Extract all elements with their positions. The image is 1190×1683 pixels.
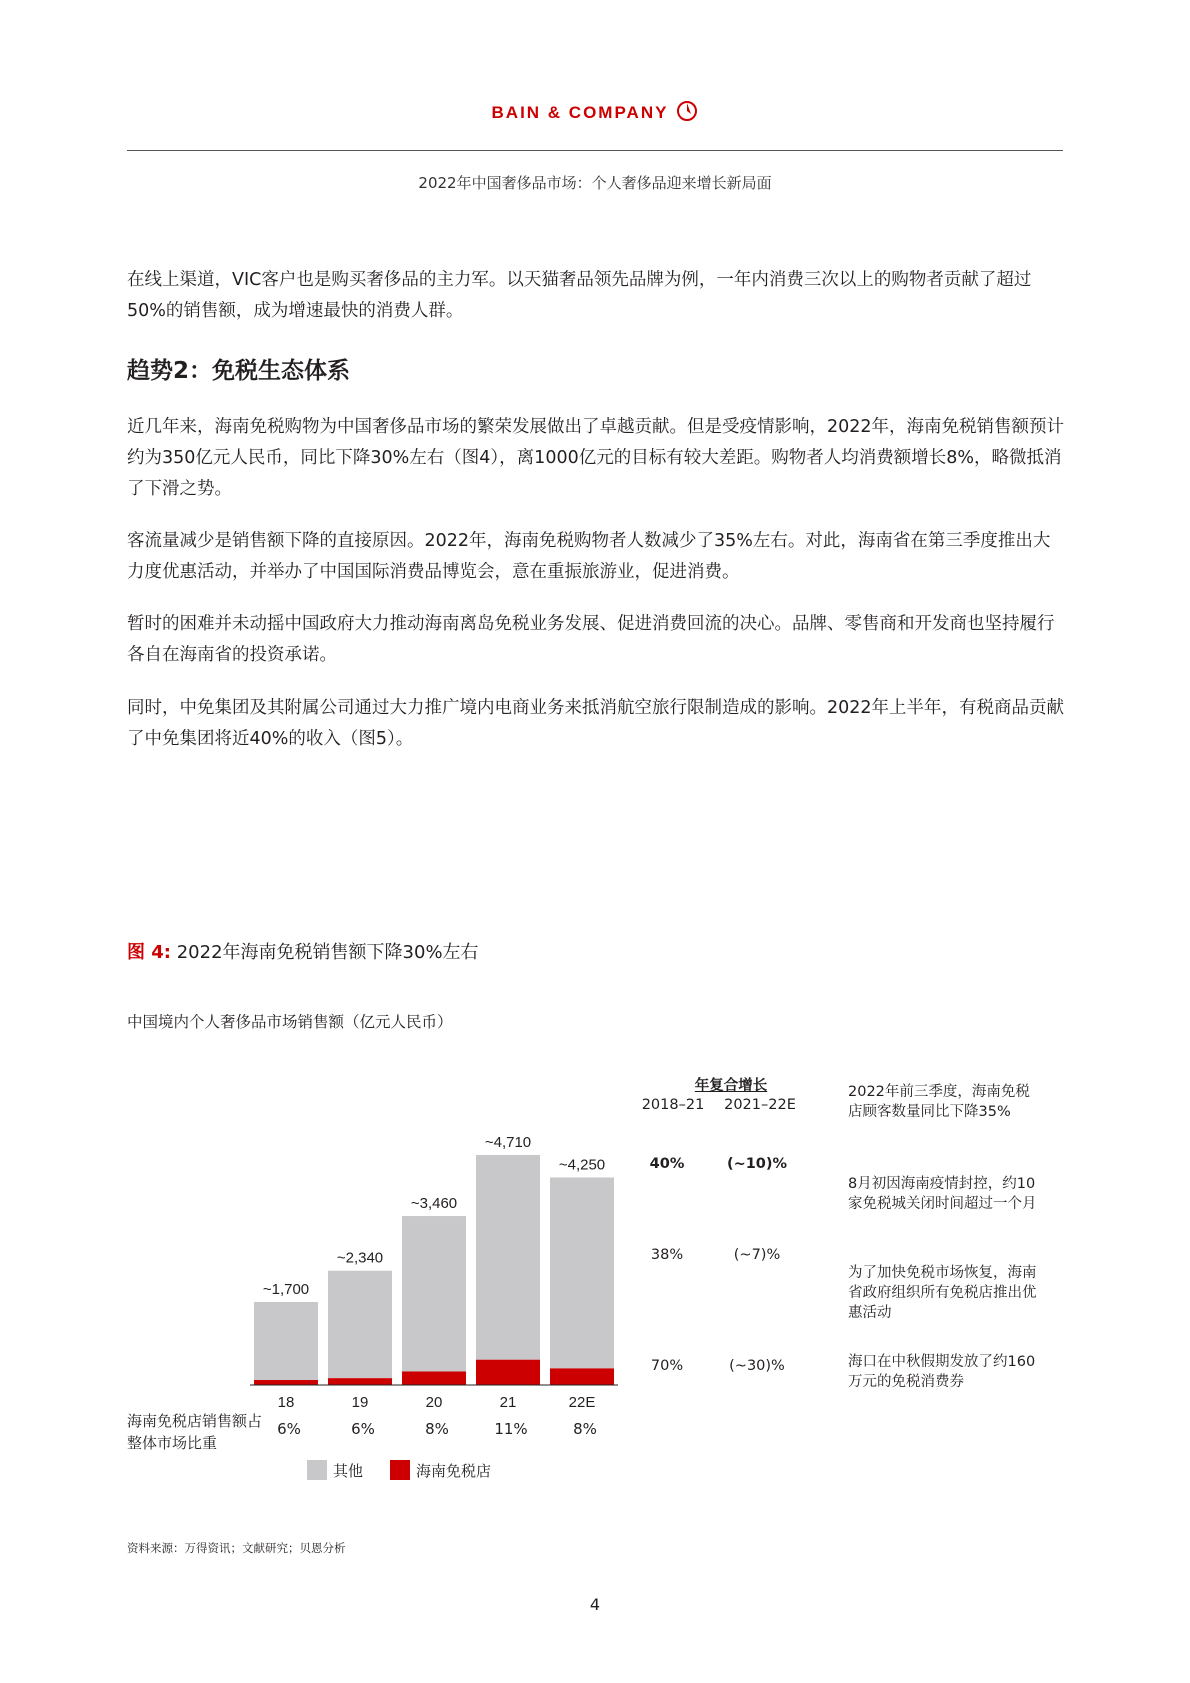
document-title: 2022年中国奢侈品市场：个人奢侈品迎来增长新局面 [418, 174, 772, 192]
cagr-hainan-col1: 70% [650, 1358, 684, 1374]
bar-hainan-19 [328, 1378, 392, 1385]
legend-hainan [390, 1460, 491, 1482]
cagr-total-col1: 40% [649, 1156, 685, 1172]
cagr-other-col2: (~7)% [733, 1247, 781, 1263]
bar-hainan-20 [402, 1371, 466, 1385]
share-label: 海南免税店销售额占整体市场比重 [127, 1412, 263, 1452]
share-19: 6% [351, 1420, 375, 1438]
paragraph-5: 同时，中免集团及其附属公司通过大力推广境内电商业务来抵消航空旅行限制造成的影响。2022年上半年，有税商品贡献了中免集团将近40%的收入（图5）。 [127, 698, 1065, 749]
chart-svg [0, 0, 700, 1420]
total-label-19: ~2,340 [336, 1249, 384, 1267]
page-number: 4 [589, 1595, 601, 1614]
note-3: 为了加快免税市场恢复，海南省政府组织所有免税店推出优惠活动 [848, 1265, 1037, 1321]
bar-other-22E [550, 1177, 614, 1368]
cagr-other-col1: 38% [650, 1247, 684, 1263]
cagr-title: 年复合增长 [694, 1078, 768, 1094]
share-21: 11% [494, 1420, 528, 1438]
note-4: 海口在中秋假期发放了约160万元的免税消费券 [848, 1354, 1036, 1390]
bar-other-19 [328, 1271, 392, 1378]
paragraph-3: 客流量减少是销售额下降的直接原因。2022年，海南免税购物者人数减少了35%左右。对此，海南省在第三季度推出大力度优惠活动，并举办了中国国际消费品博览会，意在重振旅游业，促进消费。 [127, 531, 1051, 582]
total-label-21: ~4,710 [484, 1134, 532, 1151]
x-tick-21: 21 [499, 1394, 517, 1411]
share-22e: 8% [573, 1420, 597, 1438]
paragraph-1: 在线上渠道，VIC客户也是购买奢侈品的主力军。以天猫奢品领先品牌为例，一年内消费三次以上的购物者贡献了超过50%的销售额，成为增速最快的消费人群。 [127, 270, 1032, 321]
bar-hainan-21 [476, 1360, 540, 1385]
total-label-22E: ~4,250 [558, 1156, 606, 1174]
legend-other-label: 其他 [333, 1462, 364, 1480]
bar-other-20 [402, 1216, 466, 1371]
x-tick-18: 18 [277, 1394, 295, 1411]
cagr-col2-header: 2021–22E [724, 1097, 796, 1113]
figure-title-text: 2022年海南免税销售额下降30%左右 [176, 942, 479, 963]
figure-subtitle: 中国境内个人奢侈品市场销售额（亿元人民币） [127, 1013, 453, 1031]
x-tick-19: 19 [351, 1394, 369, 1411]
bar-hainan-18 [254, 1380, 318, 1385]
paragraph-4: 暂时的困难并未动摇中国政府大力推动海南离岛免税业务发展、促进消费回流的决心。品牌、零售商和开发商也坚持履行各自在海南省的投资承诺。 [127, 614, 1055, 665]
x-tick-22E: 22E [568, 1394, 596, 1411]
brand-name: BAIN & COMPANY [491, 103, 669, 122]
cagr-total-col2: (~10)% [726, 1156, 788, 1172]
note-1: 2022年前三季度，海南免税店顾客数量同比下降35% [848, 1084, 1030, 1120]
bar-other-18 [254, 1302, 318, 1380]
cagr-col1-header: 2018–21 [641, 1097, 705, 1113]
legend-other-swatch [307, 1460, 327, 1480]
cagr-hainan-col2: (~30)% [729, 1358, 785, 1374]
paragraph-2: 近几年来，海南免税购物为中国奢侈品市场的繁荣发展做出了卓越贡献。但是受疫情影响，2022年，海南免税销售额预计约为350亿元人民币，同比下降30%左右（图4），离1000亿元的目标有较大差距。购物者人均消费额增长8%，略微抵消了下滑之势。 [127, 417, 1065, 499]
total-label-20: ~3,460 [410, 1195, 458, 1213]
section-heading: 趋势2：免税生态体系 [127, 358, 351, 384]
total-label-18: ~1,700 [262, 1280, 310, 1298]
share-18: 6% [277, 1420, 301, 1438]
legend-hainan-swatch [390, 1460, 410, 1480]
bar-other-21 [476, 1155, 540, 1360]
source-note: 资料来源：万得资讯；文献研究；贝恩分析 [127, 1541, 346, 1555]
x-tick-20: 20 [425, 1394, 443, 1411]
legend-other [307, 1460, 363, 1482]
legend-hainan-label: 海南免税店 [416, 1462, 492, 1480]
note-2: 8月初因海南疫情封控，约10家免税城关闭时间超过一个月 [848, 1176, 1037, 1212]
share-20: 8% [425, 1420, 449, 1438]
figure-label: 图 4: [127, 942, 171, 963]
bar-hainan-22E [550, 1368, 614, 1385]
